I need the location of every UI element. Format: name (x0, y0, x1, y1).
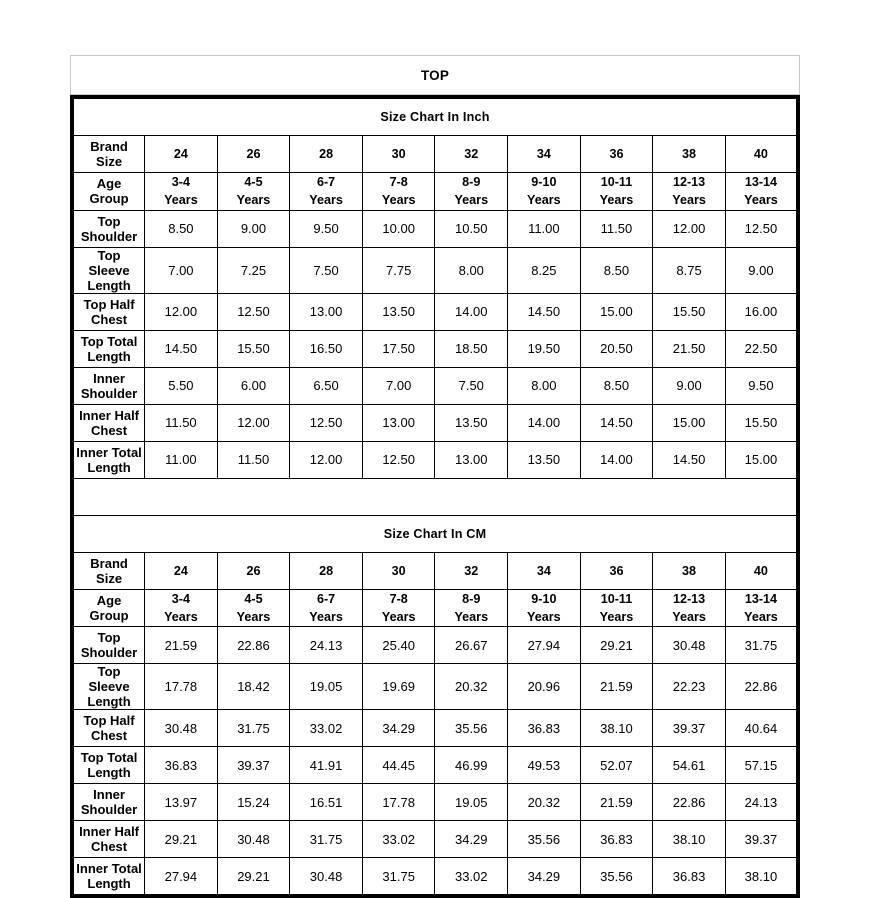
measurement-value: 13.00 (290, 293, 363, 330)
measurement-row (72, 247, 798, 293)
brand-size-row (72, 552, 798, 589)
age-group-value (290, 173, 363, 211)
measurement-value: 5.50 (145, 367, 218, 404)
age-group-unit: Years (381, 609, 416, 624)
measurement-label: Top Shoulder (72, 627, 145, 664)
age-group-range: 8-9 (462, 591, 481, 606)
measurement-value: 14.50 (580, 404, 653, 441)
age-group-range: 6-7 (316, 591, 336, 606)
measurement-label: Inner Half Chest (72, 404, 145, 441)
measurement-value: 13.50 (508, 441, 581, 478)
brand-size-value: 34 (508, 136, 581, 173)
measurement-value: 21.59 (580, 664, 653, 710)
measurement-value: 14.00 (580, 441, 653, 478)
measurement-value: 12.50 (217, 293, 290, 330)
measurement-value: 17.50 (362, 330, 435, 367)
age-group-range: 10-11 (600, 591, 633, 606)
age-group-unit: Years (599, 609, 634, 624)
age-group-range: 7-8 (389, 591, 408, 606)
spacer-row (72, 478, 798, 515)
age-group-value (217, 173, 290, 211)
brand-size-row (72, 136, 798, 173)
brand-size-value: 40 (725, 552, 798, 589)
age-group-range: 12-13 (672, 591, 706, 606)
measurement-value: 25.40 (362, 627, 435, 664)
age-group-unit: Years (309, 609, 343, 624)
measurement-value: 8.00 (435, 247, 508, 293)
garment-title-cell: TOP (71, 56, 800, 95)
brand-size-value: 24 (145, 552, 218, 589)
measurement-value: 9.50 (290, 210, 363, 247)
section-banner-label: Size Chart In Inch (72, 97, 798, 136)
measurement-value: 8.50 (580, 247, 653, 293)
measurement-value: 7.00 (145, 247, 218, 293)
measurement-value: 13.97 (145, 784, 218, 821)
age-group-value (508, 589, 581, 627)
age-group-range: 6-7 (316, 175, 336, 189)
age-group-unit: Years (309, 193, 343, 208)
age-group-value (145, 173, 218, 211)
measurement-value: 13.50 (435, 404, 508, 441)
age-group-unit: Years (672, 609, 706, 624)
age-group-unit: Years (527, 193, 561, 208)
age-group-row (72, 173, 798, 211)
measurement-value: 54.61 (653, 747, 726, 784)
measurement-value: 44.45 (362, 747, 435, 784)
age-group-range: 9-10 (531, 175, 557, 189)
measurement-value: 29.21 (580, 627, 653, 664)
measurement-value: 20.50 (580, 330, 653, 367)
age-group-unit: Years (236, 609, 271, 624)
measurement-value: 31.75 (217, 710, 290, 747)
measurement-value: 41.91 (290, 747, 363, 784)
brand-size-value: 32 (435, 136, 508, 173)
brand-size-value: 36 (580, 552, 653, 589)
measurement-value: 15.50 (653, 293, 726, 330)
brand-size-value: 38 (653, 552, 726, 589)
measurement-value: 27.94 (508, 627, 581, 664)
age-group-range: 3-4 (171, 591, 190, 606)
measurement-value: 9.00 (217, 210, 290, 247)
table-row (71, 56, 800, 95)
measurement-value: 20.32 (508, 784, 581, 821)
brand-size-value: 30 (362, 136, 435, 173)
measurement-value: 19.50 (508, 330, 581, 367)
measurement-row (72, 710, 798, 747)
measurement-value: 19.05 (290, 664, 363, 710)
measurement-value: 24.13 (725, 784, 798, 821)
measurement-value: 7.50 (435, 367, 508, 404)
measurement-value: 10.50 (435, 210, 508, 247)
measurement-value: 31.75 (290, 821, 363, 858)
age-group-unit: Years (672, 193, 706, 208)
measurement-value: 35.56 (580, 858, 653, 897)
measurement-value: 9.00 (653, 367, 726, 404)
measurement-value: 12.00 (145, 293, 218, 330)
measurement-label: Top Half Chest (72, 710, 145, 747)
measurement-value: 38.10 (725, 858, 798, 897)
measurement-value: 21.59 (145, 627, 218, 664)
brand-size-value: 34 (508, 552, 581, 589)
chart-spacer (72, 478, 798, 515)
measurement-value: 22.23 (653, 664, 726, 710)
brand-size-value: 24 (145, 136, 218, 173)
measurement-label: Top Sleeve Length (72, 247, 145, 293)
measurement-label: Inner Total Length (72, 858, 145, 897)
size-chart-table (70, 95, 800, 898)
measurement-value: 17.78 (362, 784, 435, 821)
measurement-value: 9.50 (725, 367, 798, 404)
age-group-value (362, 173, 435, 211)
measurement-row (72, 330, 798, 367)
measurement-value: 30.48 (290, 858, 363, 897)
measurement-value: 8.75 (653, 247, 726, 293)
measurement-value: 52.07 (580, 747, 653, 784)
age-group-value (435, 173, 508, 211)
size-chart-body (72, 97, 798, 896)
age-group-value (508, 173, 581, 211)
brand-size-value: 26 (217, 552, 290, 589)
brand-size-value: 26 (217, 136, 290, 173)
measurement-value: 15.00 (580, 293, 653, 330)
age-group-range: 8-9 (462, 175, 481, 189)
measurement-value: 36.83 (145, 747, 218, 784)
age-group-unit: Years (454, 609, 489, 624)
measurement-label: Inner Shoulder (72, 367, 145, 404)
section-banner-row (72, 515, 798, 552)
brand-size-value: 28 (290, 552, 363, 589)
measurement-value: 57.15 (725, 747, 798, 784)
measurement-row (72, 664, 798, 710)
measurement-row (72, 858, 798, 897)
measurement-label: Top Total Length (72, 330, 145, 367)
measurement-value: 18.42 (217, 664, 290, 710)
measurement-label: Inner Half Chest (72, 821, 145, 858)
age-group-unit: Years (599, 193, 634, 208)
age-group-range: 13-14 (744, 591, 778, 606)
brand-size-header-label: Brand Size (72, 552, 145, 589)
measurement-row (72, 367, 798, 404)
age-group-value (725, 173, 798, 211)
measurement-value: 8.50 (145, 210, 218, 247)
measurement-value: 30.48 (217, 821, 290, 858)
measurement-value: 11.00 (145, 441, 218, 478)
measurement-value: 20.32 (435, 664, 508, 710)
measurement-value: 10.00 (362, 210, 435, 247)
measurement-value: 39.37 (217, 747, 290, 784)
measurement-value: 35.56 (508, 821, 581, 858)
measurement-value: 31.75 (725, 627, 798, 664)
age-group-value (290, 589, 363, 627)
measurement-value: 8.00 (508, 367, 581, 404)
measurement-value: 14.50 (145, 330, 218, 367)
brand-size-value: 36 (580, 136, 653, 173)
measurement-value: 14.50 (653, 441, 726, 478)
measurement-value: 34.29 (362, 710, 435, 747)
age-group-header-label: Age Group (72, 589, 145, 627)
measurement-value: 6.00 (217, 367, 290, 404)
measurement-label: Top Shoulder (72, 210, 145, 247)
measurement-value: 39.37 (725, 821, 798, 858)
measurement-value: 33.02 (435, 858, 508, 897)
measurement-label: Top Half Chest (72, 293, 145, 330)
age-group-unit: Years (164, 609, 198, 624)
measurement-value: 16.51 (290, 784, 363, 821)
measurement-value: 29.21 (145, 821, 218, 858)
measurement-value: 26.67 (435, 627, 508, 664)
age-group-value (580, 589, 653, 627)
measurement-value: 36.83 (580, 821, 653, 858)
measurement-row (72, 210, 798, 247)
measurement-value: 19.69 (362, 664, 435, 710)
age-group-value (725, 589, 798, 627)
measurement-value: 46.99 (435, 747, 508, 784)
brand-size-value: 28 (290, 136, 363, 173)
measurement-value: 24.13 (290, 627, 363, 664)
measurement-value: 7.25 (217, 247, 290, 293)
age-group-value (435, 589, 508, 627)
age-group-unit: Years (236, 193, 271, 208)
age-group-unit: Years (527, 609, 561, 624)
measurement-value: 12.50 (290, 404, 363, 441)
measurement-value: 19.05 (435, 784, 508, 821)
measurement-value: 33.02 (362, 821, 435, 858)
measurement-value: 27.94 (145, 858, 218, 897)
garment-title-table (70, 55, 800, 95)
age-group-range: 4-5 (244, 175, 263, 189)
age-group-unit: Years (381, 193, 416, 208)
measurement-value: 14.50 (508, 293, 581, 330)
measurement-value: 15.24 (217, 784, 290, 821)
measurement-value: 11.50 (580, 210, 653, 247)
measurement-value: 22.86 (725, 664, 798, 710)
measurement-value: 7.75 (362, 247, 435, 293)
age-group-value (217, 589, 290, 627)
measurement-value: 7.00 (362, 367, 435, 404)
age-group-range: 9-10 (531, 591, 557, 606)
measurement-value: 22.86 (217, 627, 290, 664)
measurement-value: 14.00 (435, 293, 508, 330)
measurement-value: 11.50 (217, 441, 290, 478)
measurement-value: 16.50 (290, 330, 363, 367)
measurement-value: 38.10 (580, 710, 653, 747)
measurement-value: 12.00 (653, 210, 726, 247)
age-group-range: 10-11 (600, 175, 633, 189)
measurement-value: 31.75 (362, 858, 435, 897)
measurement-value: 13.00 (362, 404, 435, 441)
age-group-range: 4-5 (244, 591, 263, 606)
measurement-label: Inner Total Length (72, 441, 145, 478)
measurement-value: 12.00 (290, 441, 363, 478)
measurement-label: Top Sleeve Length (72, 664, 145, 710)
age-group-range: 3-4 (171, 175, 190, 189)
measurement-value: 22.50 (725, 330, 798, 367)
measurement-row (72, 821, 798, 858)
measurement-value: 12.00 (217, 404, 290, 441)
measurement-value: 36.83 (653, 858, 726, 897)
age-group-value (653, 173, 726, 211)
measurement-value: 38.10 (653, 821, 726, 858)
measurement-value: 36.83 (508, 710, 581, 747)
section-banner-row (72, 97, 798, 136)
age-group-range: 12-13 (672, 175, 706, 189)
measurement-value: 20.96 (508, 664, 581, 710)
measurement-value: 22.86 (653, 784, 726, 821)
measurement-value: 29.21 (217, 858, 290, 897)
measurement-value: 15.00 (653, 404, 726, 441)
measurement-value: 15.00 (725, 441, 798, 478)
measurement-value: 11.00 (508, 210, 581, 247)
measurement-value: 12.50 (362, 441, 435, 478)
measurement-value: 7.50 (290, 247, 363, 293)
measurement-value: 8.50 (580, 367, 653, 404)
measurement-value: 11.50 (145, 404, 218, 441)
age-group-unit: Years (454, 193, 489, 208)
measurement-value: 40.64 (725, 710, 798, 747)
measurement-value: 13.50 (362, 293, 435, 330)
measurement-value: 6.50 (290, 367, 363, 404)
measurement-value: 16.00 (725, 293, 798, 330)
age-group-unit: Years (744, 609, 778, 624)
measurement-value: 34.29 (435, 821, 508, 858)
brand-size-value: 40 (725, 136, 798, 173)
measurement-row (72, 747, 798, 784)
measurement-value: 21.59 (580, 784, 653, 821)
age-group-row (72, 589, 798, 627)
section-banner-label: Size Chart In CM (72, 515, 798, 552)
measurement-label: Inner Shoulder (72, 784, 145, 821)
age-group-range: 7-8 (389, 175, 408, 189)
measurement-label: Top Total Length (72, 747, 145, 784)
measurement-value: 12.50 (725, 210, 798, 247)
measurement-value: 21.50 (653, 330, 726, 367)
age-group-unit: Years (164, 193, 198, 208)
age-group-unit: Years (744, 193, 778, 208)
measurement-value: 33.02 (290, 710, 363, 747)
age-group-value (653, 589, 726, 627)
measurement-value: 34.29 (508, 858, 581, 897)
age-group-range: 13-14 (744, 175, 778, 189)
measurement-row (72, 293, 798, 330)
measurement-value: 30.48 (145, 710, 218, 747)
age-group-header-label: Age Group (72, 173, 145, 211)
measurement-value: 13.00 (435, 441, 508, 478)
measurement-row (72, 441, 798, 478)
measurement-row (72, 784, 798, 821)
measurement-value: 15.50 (725, 404, 798, 441)
brand-size-value: 38 (653, 136, 726, 173)
measurement-value: 9.00 (725, 247, 798, 293)
measurement-value: 49.53 (508, 747, 581, 784)
size-chart-container (70, 55, 800, 898)
age-group-value (580, 173, 653, 211)
measurement-value: 39.37 (653, 710, 726, 747)
measurement-value: 14.00 (508, 404, 581, 441)
measurement-value: 35.56 (435, 710, 508, 747)
brand-size-value: 30 (362, 552, 435, 589)
measurement-value: 30.48 (653, 627, 726, 664)
measurement-row (72, 627, 798, 664)
measurement-row (72, 404, 798, 441)
brand-size-header-label: Brand Size (72, 136, 145, 173)
age-group-value (145, 589, 218, 627)
measurement-value: 18.50 (435, 330, 508, 367)
measurement-value: 8.25 (508, 247, 581, 293)
measurement-value: 17.78 (145, 664, 218, 710)
measurement-value: 15.50 (217, 330, 290, 367)
age-group-value (362, 589, 435, 627)
brand-size-value: 32 (435, 552, 508, 589)
